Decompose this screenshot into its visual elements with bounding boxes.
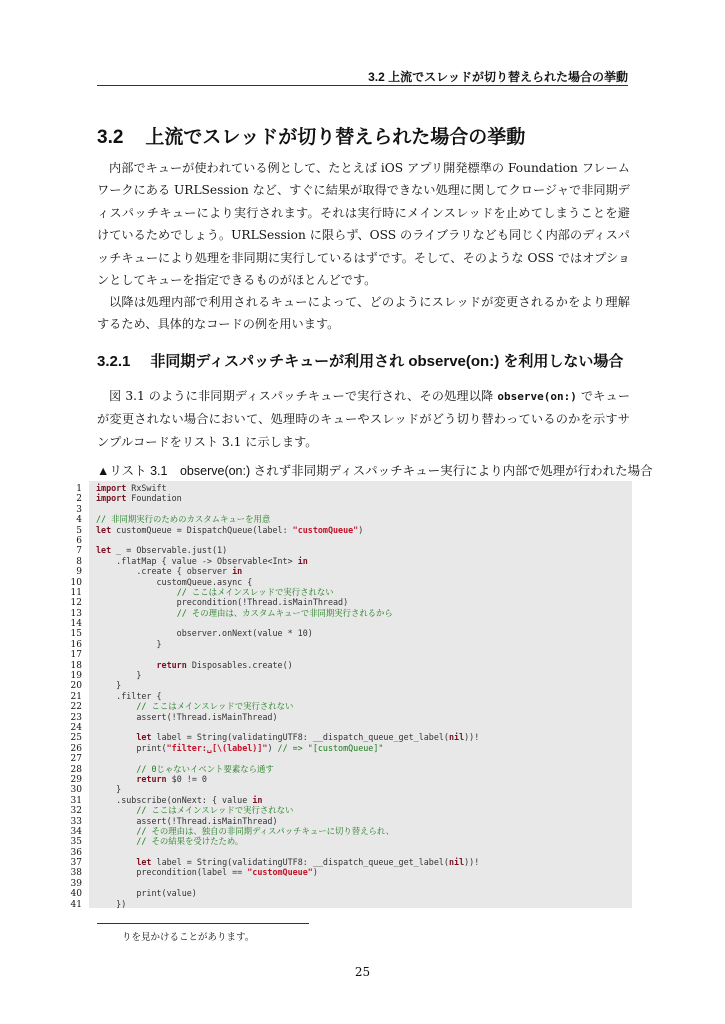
code-text: $0 != 0 [166, 773, 207, 784]
code-text [96, 857, 136, 867]
code-keyword: nil [448, 732, 465, 743]
line-number: 29 [70, 774, 82, 785]
code-keyword: import [96, 493, 127, 504]
line-number: 14 [70, 619, 82, 630]
line-number: 19 [70, 671, 82, 682]
line-number: 1 [76, 484, 82, 494]
code-line [64, 597, 634, 607]
line-number: 20 [70, 681, 82, 692]
line-number: 30 [70, 785, 82, 796]
line-number: 22 [70, 702, 82, 713]
code-text: }) [96, 898, 127, 909]
code-text: ))! [464, 732, 480, 743]
code-line [64, 712, 634, 722]
code-line [64, 795, 634, 805]
line-number: 36 [70, 847, 82, 858]
line-number: 6 [76, 535, 82, 546]
code-line [64, 545, 634, 555]
subsection-heading [97, 350, 623, 371]
code-line [64, 670, 634, 680]
code-text [96, 660, 157, 670]
line-number: 37 [70, 858, 82, 869]
line-number: 18 [70, 660, 82, 671]
code-line [64, 587, 634, 597]
code-keyword: return [136, 773, 167, 784]
code-keyword: let [96, 524, 112, 535]
code-line [64, 639, 634, 649]
code-keyword: let [136, 732, 152, 743]
code-text: print( [96, 742, 167, 753]
code-text: label = String(validatingUTF8: __dispatch_queue_get_label( [151, 857, 449, 868]
code-text: .flatMap { value -> Observable<Int> [96, 555, 298, 566]
code-keyword: in [232, 566, 243, 577]
code-line [64, 836, 634, 846]
code-text: _ = Observable.just(1) [111, 545, 228, 556]
code-text: customQueue = DispatchQueue(label: [111, 524, 293, 535]
line-number: 10 [70, 577, 82, 588]
code-keyword: let [96, 545, 112, 556]
code-comment: // => "[customQueue]" [277, 742, 384, 753]
code-line [64, 649, 634, 659]
code-text: .filter { [96, 690, 162, 701]
text-run: 図 3.1 のように非同期ディスパッチキューで実行され、その処理以降 [109, 389, 498, 403]
code-text: customQueue.async { [96, 576, 253, 587]
code-text [96, 587, 177, 597]
running-header: 3.2 上流でスレッドが切り替えられた場合の挙動 [368, 70, 628, 84]
header-rule [97, 85, 628, 86]
code-line [64, 867, 634, 877]
code-text: .create { observer [96, 566, 233, 577]
code-text: ))! [464, 857, 480, 868]
code-text [96, 732, 136, 742]
line-number: 38 [70, 868, 82, 879]
code-text: Disposables.create() [186, 659, 293, 670]
line-number: 4 [76, 515, 82, 526]
code-string: "customQueue" [292, 524, 359, 535]
inline-code: observe(on:) [497, 390, 577, 403]
code-line [64, 732, 634, 742]
line-number: 28 [70, 764, 82, 775]
line-number: 11 [70, 587, 82, 598]
code-line [64, 701, 634, 711]
line-number: 32 [70, 806, 82, 817]
line-number: 40 [70, 889, 82, 900]
code-text [96, 764, 136, 774]
page-number: 25 [354, 965, 371, 979]
code-line [64, 764, 634, 774]
code-text [96, 826, 136, 836]
code-text: } [96, 638, 162, 649]
code-text: ) [358, 524, 364, 535]
code-comment: // ここはメインスレッドで実行されない [136, 701, 294, 712]
code-text: assert(!Thread.isMainThread) [96, 711, 278, 722]
code-line [64, 566, 634, 576]
code-line [64, 847, 634, 857]
code-text [96, 701, 136, 711]
body-paragraph [97, 385, 630, 453]
code-line [64, 753, 634, 763]
code-line [64, 660, 634, 670]
code-line [64, 608, 634, 618]
line-number: 13 [70, 608, 82, 619]
code-comment: // 非同期実行のためのカスタムキューを用意 [96, 514, 271, 525]
code-comment: // ここはメインスレッドで実行されない [176, 586, 334, 597]
line-number: 9 [76, 567, 82, 578]
code-text: ) [312, 867, 318, 878]
listing-caption: ▲リスト 3.1 observe(on:) されず非同期ディスパッチキュー実行により内部で処理が行われた場合 [97, 464, 653, 478]
line-number: 2 [76, 494, 82, 505]
code-keyword: import [96, 483, 127, 493]
code-line [64, 504, 634, 514]
code-line [64, 618, 634, 628]
line-number: 17 [70, 650, 82, 661]
code-text: assert(!Thread.isMainThread) [96, 815, 278, 826]
code-text: } [96, 680, 122, 691]
code-text [96, 608, 177, 618]
code-comment: // ここはメインスレッドで実行されない [136, 805, 294, 816]
text-run: でキューが変更されない場合において、処理時のキューやスレッドがどう切り替わっているのかを示すサンプルコードをリスト 3.1 に示します。 [97, 389, 631, 449]
line-number: 3 [76, 504, 82, 515]
code-text: RxSwift [126, 483, 167, 493]
code-line [64, 888, 634, 898]
code-text [96, 805, 136, 815]
code-line [64, 805, 634, 815]
code-line [64, 857, 634, 867]
code-keyword: in [297, 555, 308, 566]
line-number: 27 [70, 754, 82, 765]
line-number: 15 [70, 629, 82, 640]
line-number: 35 [70, 837, 82, 848]
line-number: 41 [70, 899, 82, 910]
code-line [64, 535, 634, 545]
code-text [96, 836, 136, 846]
line-number: 25 [70, 733, 82, 744]
body-paragraph: 内部でキューが使われている例として、たとえば iOS アプリ開発標準の Foundation フレームワークにある URLSession など、すぐに結果が取得できない処理に関してクロージャで非同期ディスパッチキューにより実行されます。それは実行時にメインスレッドを止めてしまうことを避けているためでしょう。URLSession に限らず、OSS のライブラリなども同じく内部のディスパッチキューにより処理を非同期に実行しているはずです。そして、そのような OSS ではオプションとしてキューを指定できるものがほとんどです。 [97, 161, 630, 288]
code-comment: // その理由は、カスタムキューで非同期実行されるから [176, 607, 393, 618]
section-number: 3.2 [97, 127, 124, 148]
line-number: 12 [70, 598, 82, 609]
code-text: observer.onNext(value * 10) [96, 628, 313, 639]
code-line [64, 483, 634, 493]
line-number: 23 [70, 712, 82, 723]
line-number: 39 [70, 878, 82, 889]
code-text: label = String(validatingUTF8: __dispatch_queue_get_label( [151, 732, 449, 743]
line-number: 24 [70, 722, 82, 733]
code-text: } [96, 784, 122, 795]
subsection-number: 3.2.1 [97, 353, 131, 370]
line-number: 5 [76, 525, 82, 536]
code-line [64, 680, 634, 690]
line-number: 34 [70, 826, 82, 837]
code-line [64, 577, 634, 587]
code-keyword: return [156, 659, 187, 670]
code-line [64, 525, 634, 535]
code-text: ) [267, 742, 278, 753]
code-keyword: nil [448, 857, 465, 868]
line-number: 33 [70, 816, 82, 827]
code-line [64, 774, 634, 784]
body-paragraph: 以降は処理内部で利用されるキューによって、どのようにスレッドが変更されるかをより理解するため、具体的なコードの例を用います。 [97, 295, 630, 332]
section-heading [97, 122, 525, 149]
line-number: 8 [76, 556, 82, 567]
line-number: 21 [70, 691, 82, 702]
code-comment: // その結果を受けたため。 [136, 836, 244, 847]
code-listing [64, 483, 634, 909]
line-number: 7 [76, 546, 82, 557]
code-line [64, 899, 634, 909]
code-text: } [96, 670, 142, 681]
code-line [64, 722, 634, 732]
code-text: precondition(label == [96, 867, 248, 878]
line-number: 16 [70, 639, 82, 650]
code-text [96, 774, 136, 784]
code-text: Foundation [126, 493, 182, 504]
code-line [64, 493, 634, 503]
code-line [64, 691, 634, 701]
code-line [64, 826, 634, 836]
footnote-rule [97, 923, 309, 924]
code-line [64, 816, 634, 826]
code-line [64, 878, 634, 888]
code-keyword: in [252, 794, 263, 805]
code-keyword: let [136, 857, 152, 868]
code-comment: // 0じゃないイベント要素なら通す [136, 763, 274, 774]
code-line [64, 784, 634, 794]
code-text: .subscribe(onNext: { value [96, 794, 253, 805]
code-line [64, 514, 634, 524]
subsection-title: 非同期ディスパッチキューが利用され observe(on:) を利用しない場合 [150, 353, 624, 370]
code-text: precondition(!Thread.isMainThread) [96, 597, 349, 608]
section-title: 上流でスレッドが切り替えられた場合の挙動 [145, 127, 526, 148]
footnote: りを見かけることがあります。 [122, 932, 255, 943]
code-line [64, 556, 634, 566]
code-string: "filter:␣[\(label)]" [166, 742, 268, 753]
code-comment: // その理由は、独自の非同期ディスパッチキューに切り替えられ、 [136, 825, 395, 836]
line-number: 31 [70, 795, 82, 806]
code-line [64, 628, 634, 638]
code-text: print(value) [96, 888, 197, 899]
line-number: 26 [70, 743, 82, 754]
code-line [64, 743, 634, 753]
code-string: "customQueue" [247, 867, 313, 878]
